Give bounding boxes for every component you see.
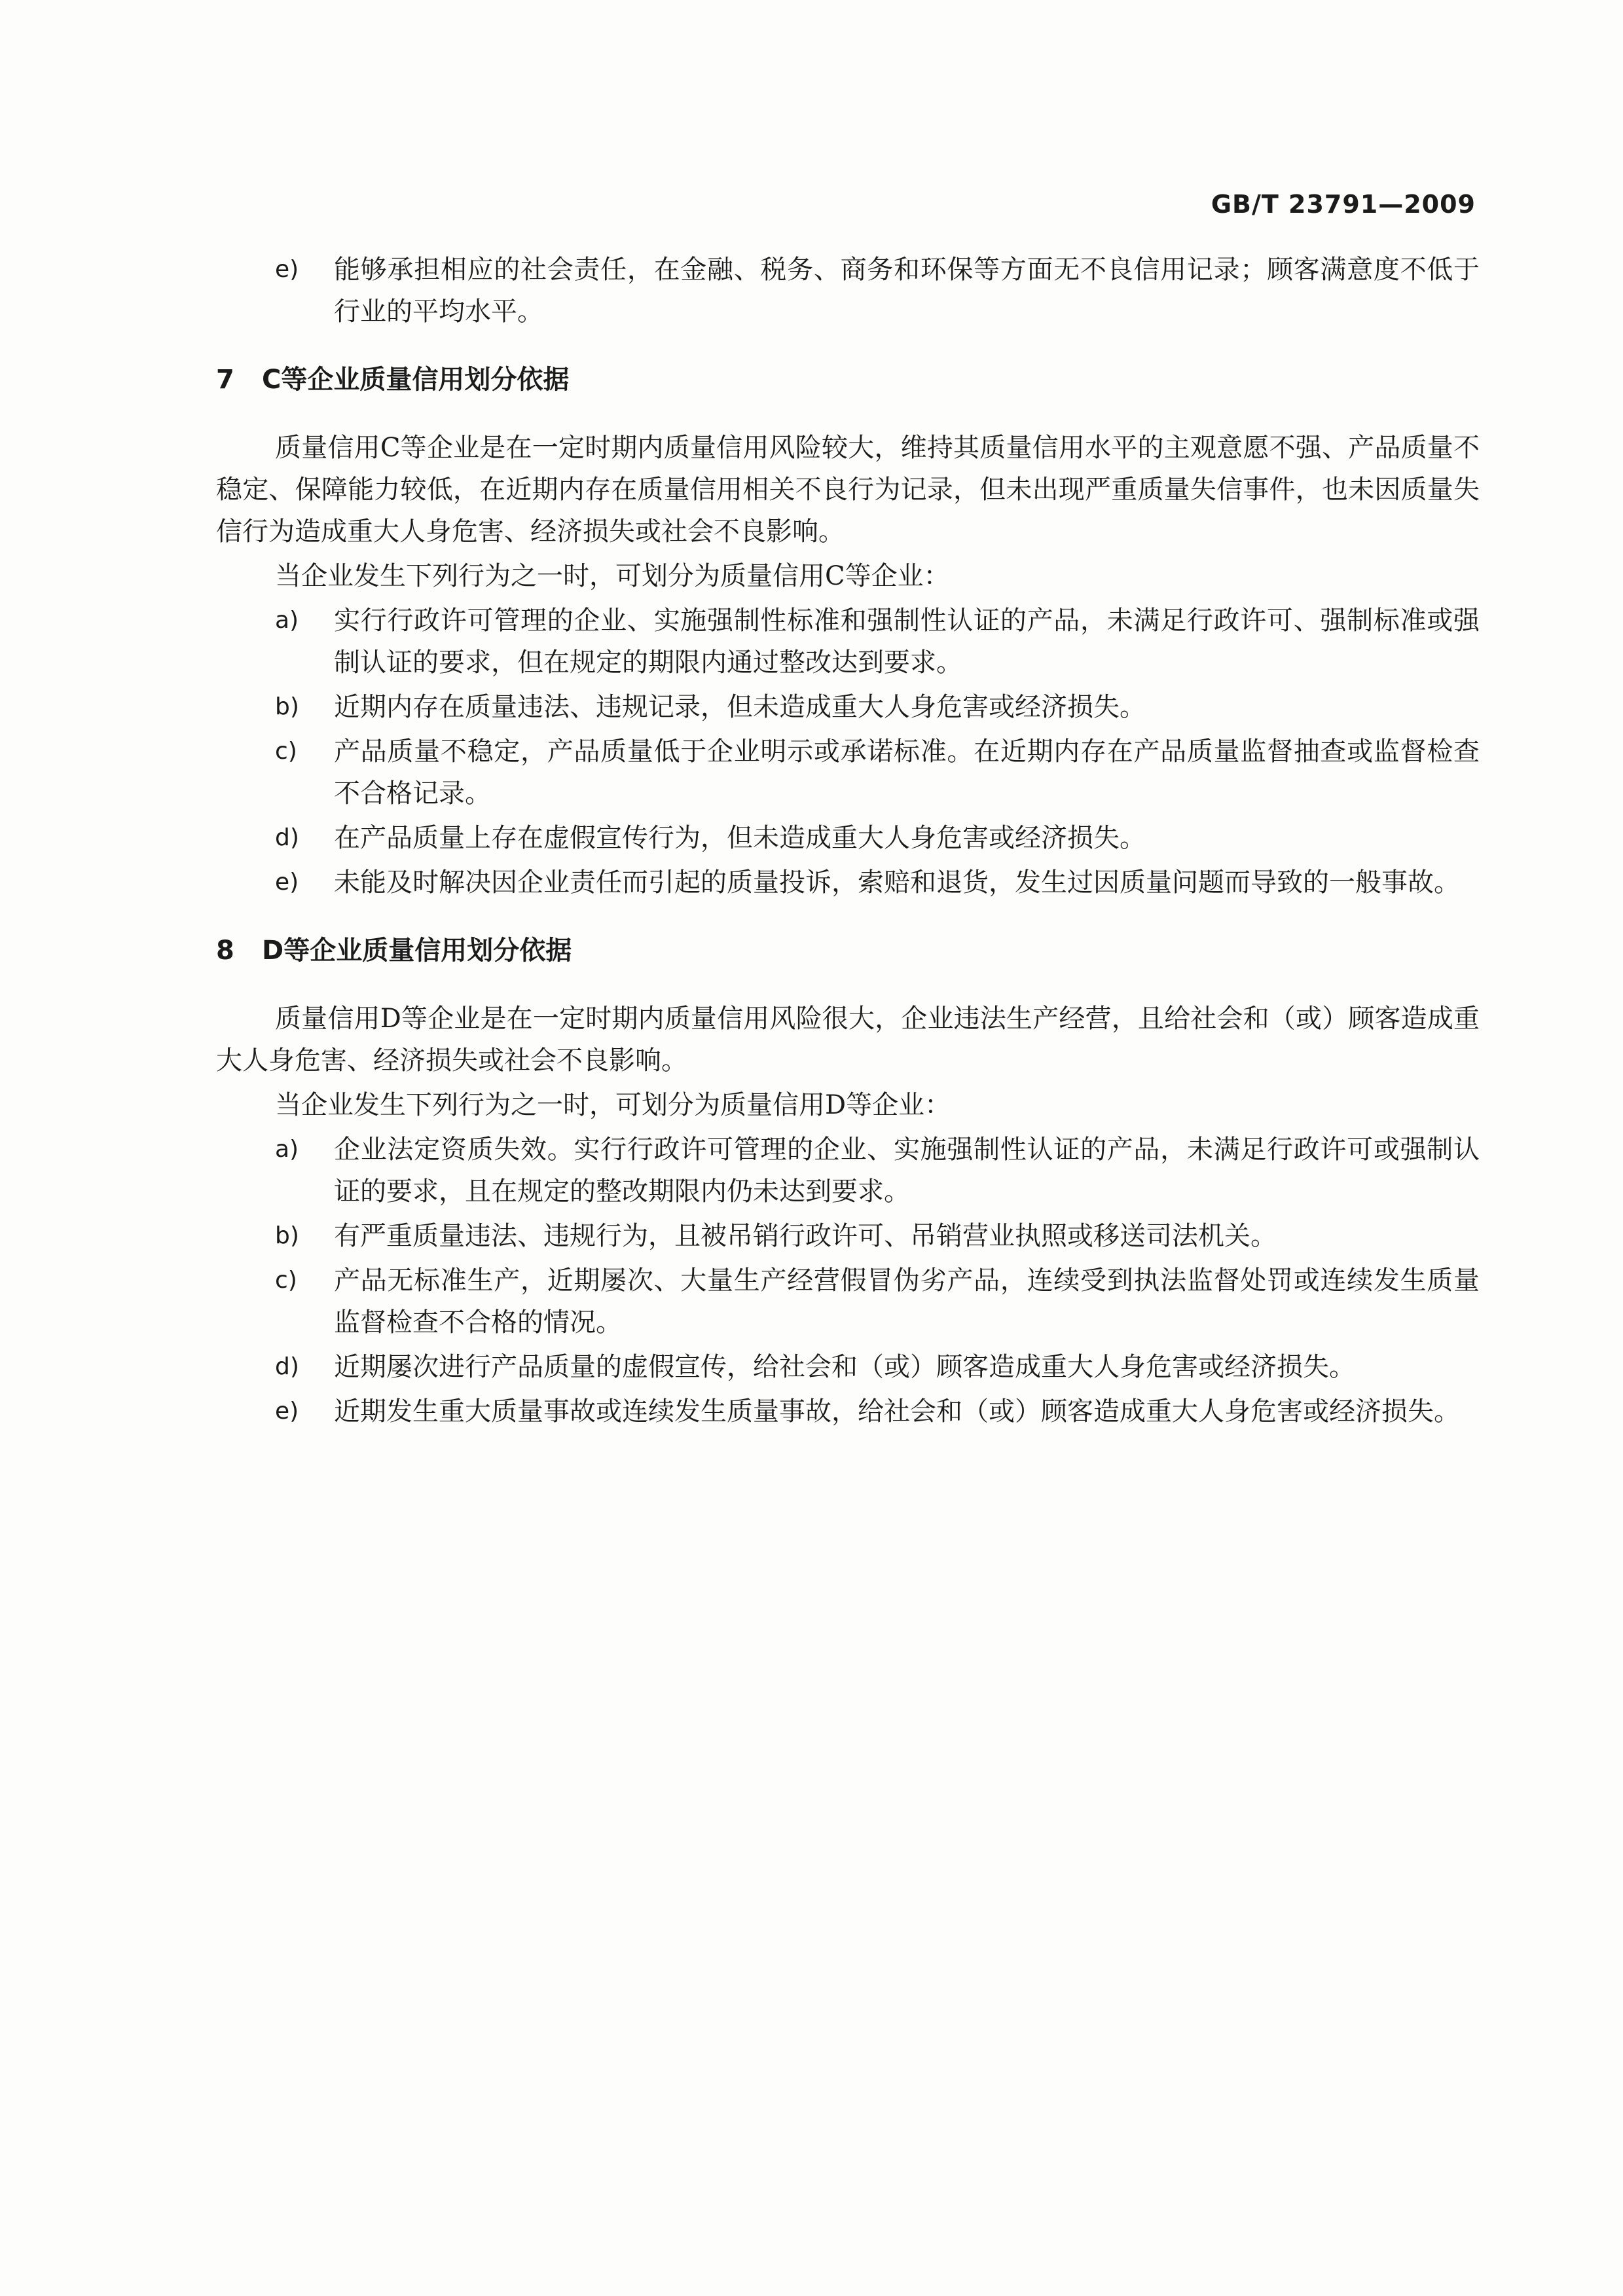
list-item — [216, 1346, 1480, 1388]
list-item-text: 近期屡次进行产品质量的虚假宣传，给社会和（或）顾客造成重大人身危害或经济损失。 — [334, 1352, 1355, 1382]
list-item — [216, 686, 1480, 728]
standard-code-header: GB/T 23791—2009 — [1211, 190, 1476, 219]
list-item-label: e) — [275, 256, 299, 283]
section-number: 7 — [216, 365, 234, 395]
list-item-text: 产品质量不稳定，产品质量低于企业明示或承诺标准。在近期内存在产品质量监督抽查或监督检查不合格记录。 — [334, 737, 1480, 809]
list-item-label: c) — [275, 1267, 297, 1294]
list-item — [216, 600, 1480, 683]
list-item-label: d) — [275, 824, 299, 851]
list-item-text: 产品无标准生产，近期屡次、大量生产经营假冒伪劣产品，连续受到执法监督处罚或连续发生质量监督检查不合格的情况。 — [334, 1266, 1480, 1338]
list-item-label: c) — [275, 738, 297, 765]
document-body — [216, 249, 1480, 1435]
list-item — [216, 731, 1480, 814]
list-item-text: 实行行政许可管理的企业、实施强制性标准和强制性认证的产品，未满足行政许可、强制标准或强制认证的要求，但在规定的期限内通过整改达到要求。 — [334, 606, 1480, 678]
list-item — [216, 817, 1480, 859]
list-item-text: 近期内存在质量违法、违规记录，但未造成重大人身危害或经济损失。 — [334, 692, 1146, 722]
list-item-label: a) — [275, 1136, 299, 1163]
section-title: C等企业质量信用划分依据 — [262, 365, 570, 395]
list-item-label: a) — [275, 607, 299, 634]
paragraph: 质量信用C等企业是在一定时期内质量信用风险较大，维持其质量信用水平的主观意愿不强、产品质量不稳定、保障能力较低，在近期内存在质量信用相关不良行为记录，但未出现严重质量失信事件，也未因质量失信行为造成重大人身危害、经济损失或社会不良影响。 — [216, 433, 1480, 547]
list-item — [216, 249, 1480, 333]
list-item-label: e) — [275, 869, 299, 896]
list-item — [216, 1391, 1480, 1432]
list-item-text: 近期发生重大质量事故或连续发生质量事故，给社会和（或）顾客造成重大人身危害或经济损失。 — [334, 1396, 1460, 1427]
list-item-text: 在产品质量上存在虚假宣传行为，但未造成重大人身危害或经济损失。 — [334, 823, 1146, 853]
list-item-text: 企业法定资质失效。实行行政许可管理的企业、实施强制性认证的产品，未满足行政许可或强制认证的要求，且在规定的整改期限内仍未达到要求。 — [334, 1135, 1480, 1207]
paragraph: 当企业发生下列行为之一时，可划分为质量信用C等企业： — [275, 561, 950, 591]
list-item — [216, 862, 1480, 903]
list-item — [216, 1260, 1480, 1343]
list-item-text: 能够承担相应的社会责任，在金融、税务、商务和环保等方面无不良信用记录；顾客满意度不低于行业的平均水平。 — [334, 255, 1480, 327]
list-item-text: 有严重质量违法、违规行为，且被吊销行政许可、吊销营业执照或移送司法机关。 — [334, 1221, 1277, 1251]
list-item-label: b) — [275, 693, 299, 720]
paragraph: 质量信用D等企业是在一定时期内质量信用风险很大，企业违法生产经营，且给社会和（或）顾客造成重大人身危害、经济损失或社会不良影响。 — [216, 1004, 1480, 1076]
list-item-label: b) — [275, 1222, 299, 1249]
list-item — [216, 1215, 1480, 1257]
paragraph: 当企业发生下列行为之一时，可划分为质量信用D等企业： — [275, 1090, 951, 1120]
list-item-label: d) — [275, 1353, 299, 1380]
list-item-text: 未能及时解决因企业责任而引起的质量投诉，索赔和退货，发生过因质量问题而导致的一般事故。 — [334, 867, 1460, 898]
section-title: D等企业质量信用划分依据 — [262, 936, 572, 966]
section-8-heading — [216, 930, 1480, 972]
list-item — [216, 1129, 1480, 1212]
section-number: 8 — [216, 936, 234, 966]
section-7-heading — [216, 359, 1480, 401]
list-item-label: e) — [275, 1398, 299, 1425]
